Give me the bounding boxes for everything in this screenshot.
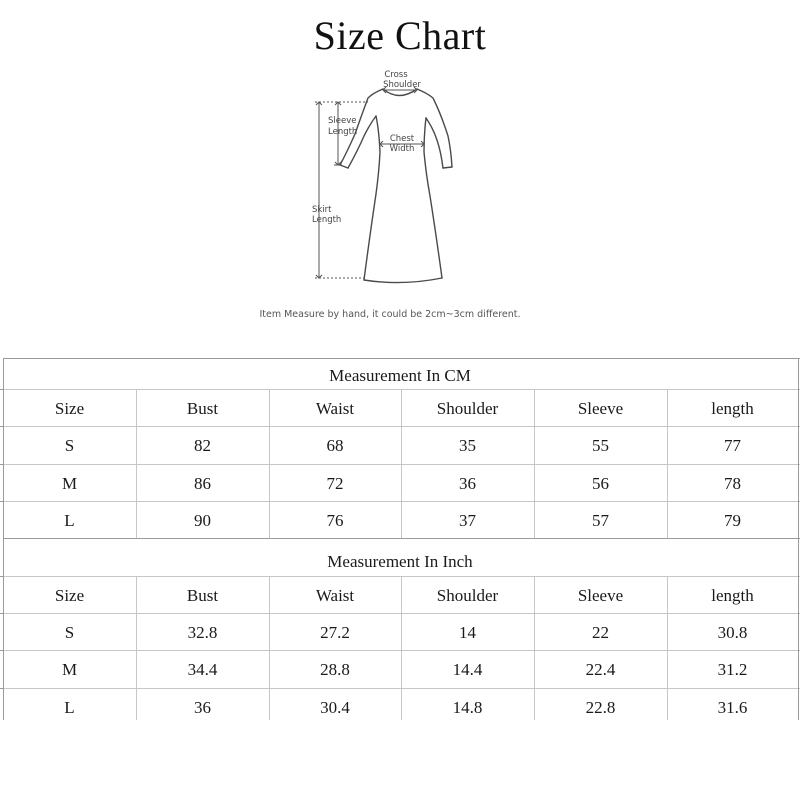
cm-cell-sleeve: 57 [592, 511, 609, 530]
hem-outline [364, 278, 442, 283]
inch-header-length: length [711, 586, 754, 605]
label-skirt: Skirt [312, 205, 332, 215]
inch-table-caption: Measurement In Inch [327, 552, 473, 571]
inch-header-size: Size [54, 586, 85, 605]
body-right-outline [424, 118, 442, 278]
inch-cell-waist: 27.2 [320, 623, 350, 642]
inch-cell-sleeve: 22.8 [585, 698, 616, 717]
cm-cell-bust: 90 [194, 511, 211, 530]
cm-cell-sleeve: 56 [592, 474, 609, 493]
inch-cell-bust: 36 [194, 698, 211, 717]
label-sleeve: Sleeve [328, 116, 357, 126]
inch-header-waist: Waist [315, 586, 355, 605]
size-tables [0, 358, 800, 720]
right-sleeve-inner-outline [426, 118, 443, 168]
cm-header-waist: Waist [315, 399, 355, 418]
inch-cell-size: L [64, 698, 75, 717]
label-shoulder: Shoulder [383, 80, 421, 90]
cm-cell-waist: 68 [326, 436, 344, 455]
inch-header-bust: Bust [186, 586, 219, 605]
cm-cell-bust: 82 [194, 436, 211, 455]
cm-header-size: Size [54, 399, 85, 418]
inch-cell-length: 31.2 [717, 660, 748, 679]
cm-table-caption: Measurement In CM [329, 366, 471, 385]
cm-header-length: length [711, 399, 754, 418]
cm-cell-sleeve: 55 [592, 436, 609, 455]
label-sleeve-length: Length [328, 127, 358, 137]
cm-cell-bust: 86 [194, 474, 211, 493]
cm-cell-size: L [64, 511, 75, 530]
label-chest: Chest [389, 134, 415, 144]
body-left-outline [364, 116, 380, 280]
cm-cell-shoulder: 36 [459, 474, 476, 493]
inch-cell-sleeve: 22 [592, 623, 609, 642]
inch-cell-length: 30.8 [717, 623, 748, 642]
cm-header-bust: Bust [186, 399, 219, 418]
inch-cell-shoulder: 14.8 [452, 698, 483, 717]
inch-cell-bust: 32.8 [187, 623, 218, 642]
inch-cell-size: S [64, 623, 75, 642]
inch-cell-size: M [61, 660, 78, 679]
measurement-note: Item Measure by hand, it could be 2cm~3cm different. [259, 309, 521, 320]
label-width: Width [389, 144, 415, 154]
cm-cell-length: 77 [724, 436, 741, 455]
inch-cell-waist: 30.4 [320, 698, 350, 717]
inch-header-sleeve: Sleeve [577, 586, 624, 605]
table-right-border [798, 358, 799, 720]
dress-measurement-diagram [300, 64, 500, 294]
cm-cell-shoulder: 37 [459, 511, 476, 530]
cm-cell-length: 78 [724, 474, 741, 493]
cm-header-sleeve: Sleeve [577, 399, 624, 418]
label-skirt-length: Length [312, 215, 342, 225]
inch-cell-shoulder: 14 [459, 623, 476, 642]
cm-cell-shoulder: 35 [459, 436, 476, 455]
cm-cell-length: 79 [724, 511, 741, 530]
cm-cell-waist: 76 [326, 511, 344, 530]
right-sleeve-outline [417, 89, 452, 167]
page-title: Size Chart [313, 13, 487, 58]
inch-cell-bust: 34.4 [187, 660, 218, 679]
inch-cell-sleeve: 22.4 [585, 660, 616, 679]
label-cross: Cross [384, 70, 408, 80]
cm-cell-size: S [64, 436, 75, 455]
cm-header-shoulder: Shoulder [436, 399, 499, 418]
inch-cell-waist: 28.8 [320, 660, 350, 679]
inch-header-shoulder: Shoulder [436, 586, 499, 605]
right-cuff-outline [443, 167, 452, 168]
cm-cell-size: M [61, 474, 78, 493]
cm-cell-waist: 72 [326, 474, 344, 493]
inch-cell-shoulder: 14.4 [452, 660, 483, 679]
inch-cell-length: 31.6 [717, 698, 748, 717]
